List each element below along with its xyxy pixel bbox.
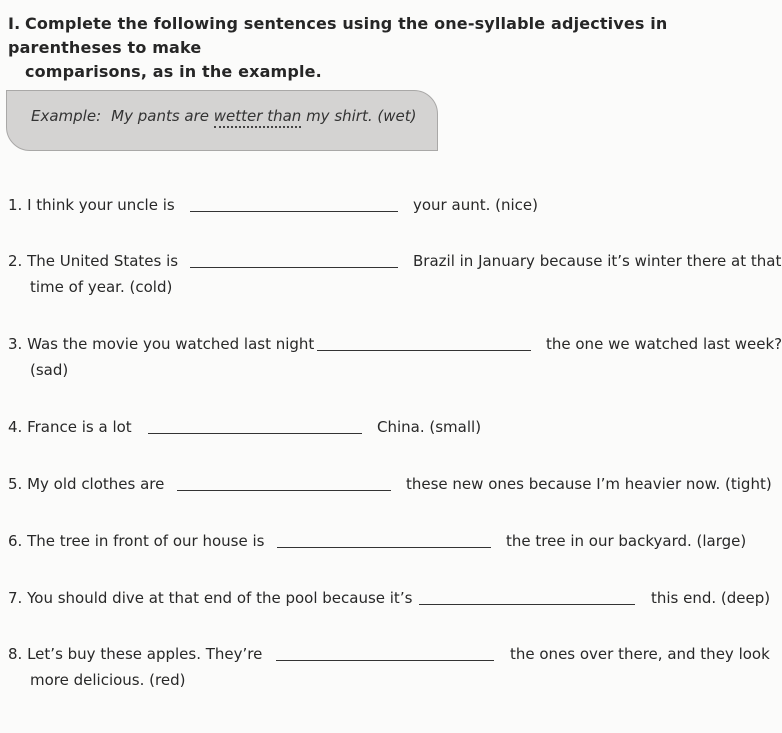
item-continuation: time of year. (cold) bbox=[30, 278, 173, 296]
item-number: 2. bbox=[8, 252, 23, 270]
exercise-item-5 bbox=[8, 471, 164, 497]
item-number: 6. bbox=[8, 532, 23, 550]
item-continuation: (sad) bbox=[30, 361, 69, 379]
item-text-after: these new ones because I’m heavier now. (tight) bbox=[406, 475, 772, 493]
item-text-after: the tree in our backyard. (large) bbox=[506, 532, 747, 550]
answer-blank-8[interactable] bbox=[276, 660, 494, 661]
example-sentence bbox=[31, 107, 416, 125]
example-answer: wetter than bbox=[214, 107, 302, 128]
item-number: 4. bbox=[8, 418, 23, 436]
exercise-item-6 bbox=[8, 528, 264, 554]
item-text-before: Let’s buy these apples. They’re bbox=[27, 645, 263, 663]
item-text-before: The United States is bbox=[27, 252, 179, 270]
item-text-before: I think your uncle is bbox=[27, 196, 175, 214]
item-text-before: Was the movie you watched last night bbox=[27, 335, 315, 353]
instructions-line-1: Complete the following sentences using the one-syllable adjectives in parentheses to make bbox=[8, 14, 668, 57]
exercise-item-2 bbox=[8, 248, 178, 274]
exercise-item-7 bbox=[8, 585, 412, 611]
item-text-after: China. (small) bbox=[377, 418, 482, 436]
item-number: 1. bbox=[8, 196, 23, 214]
item-number: 8. bbox=[8, 645, 23, 663]
answer-blank-5[interactable] bbox=[177, 490, 391, 491]
exercise-item-4 bbox=[8, 414, 132, 440]
item-continuation: more delicious. (red) bbox=[30, 671, 186, 689]
item-text-before: You should dive at that end of the pool because it’s bbox=[27, 589, 413, 607]
item-text-after: the one we watched last week? bbox=[546, 335, 782, 353]
instructions-line-2: comparisons, as in the example. bbox=[25, 62, 322, 81]
item-text-after: your aunt. (nice) bbox=[413, 196, 538, 214]
example-before: My pants are bbox=[111, 107, 214, 125]
answer-blank-6[interactable] bbox=[277, 547, 491, 548]
answer-blank-7[interactable] bbox=[419, 604, 635, 605]
example-label: Example: bbox=[31, 107, 102, 125]
item-text-after: the ones over there, and they look bbox=[510, 645, 770, 663]
answer-blank-4[interactable] bbox=[148, 433, 362, 434]
item-text-before: The tree in front of our house is bbox=[27, 532, 265, 550]
answer-blank-2[interactable] bbox=[190, 267, 398, 268]
exercise-item-1 bbox=[8, 192, 175, 218]
exercise-item-3 bbox=[8, 331, 314, 357]
example-after: my shirt. (wet) bbox=[301, 107, 417, 125]
item-text-after: this end. (deep) bbox=[651, 589, 771, 607]
example-box bbox=[6, 90, 438, 151]
answer-blank-1[interactable] bbox=[190, 211, 398, 212]
instructions bbox=[8, 12, 778, 84]
item-text-before: My old clothes are bbox=[27, 475, 165, 493]
exercise-item-8 bbox=[8, 641, 262, 667]
section-number: I. bbox=[8, 14, 21, 33]
item-number: 7. bbox=[8, 589, 23, 607]
item-text-before: France is a lot bbox=[27, 418, 132, 436]
answer-blank-3[interactable] bbox=[317, 350, 531, 351]
item-number: 5. bbox=[8, 475, 23, 493]
item-text-after: Brazil in January because it’s winter there at that bbox=[413, 252, 782, 270]
item-number: 3. bbox=[8, 335, 23, 353]
